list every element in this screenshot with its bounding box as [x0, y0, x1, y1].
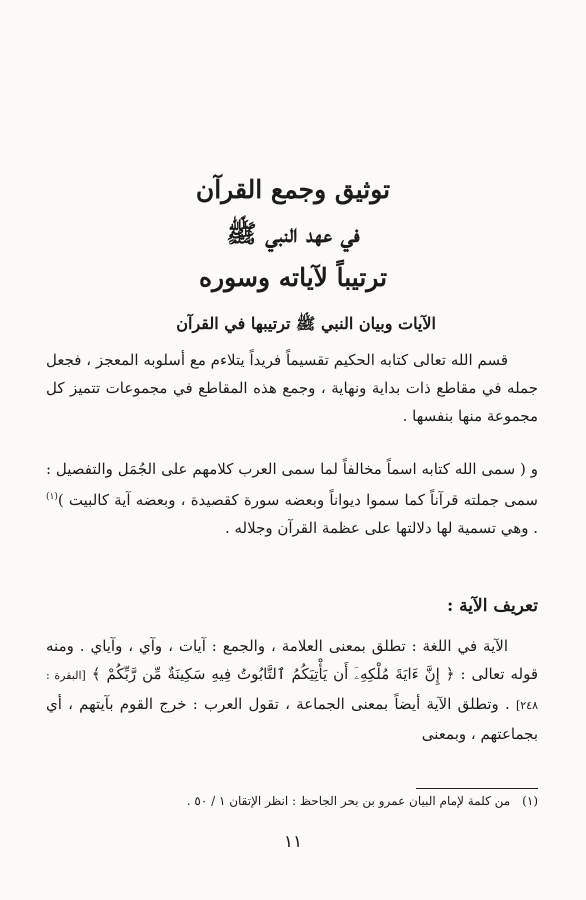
footnote-text: من كلمة لإمام البيان عمرو بن بحر الجاحظ : انظر الإتقان ١ / ٥٠ . — [186, 794, 511, 808]
footnote-number: (١) — [522, 794, 538, 808]
paragraph-3-text: الآية في اللغة : تطلق بمعنى العلامة ، والجمع : آيات ، وآي ، وآياي . ومنه قوله تعالى : ﴿ إِنَّ ءَايَةَ مُلْكِهِۦٓ أَن يَأْتِيَكُمُ ٱلتَّابُوتُ فِيهِ سَكِينَةٌ مِّن رَّبِّكُمْ ﴾ — [46, 637, 538, 683]
section-subtitle: الآيات وبيان النبي ﷺ ترتيبها في القرآن — [176, 314, 436, 333]
verse-reference: [البقرة : ٢٤٨] — [46, 669, 538, 712]
chapter-title — [60, 168, 526, 300]
paragraph-2-text: و ( سمى الله كتابه اسماً مخالفاً لما سمى العرب كلامهم على الجُمَل والتفصيل : سمى جملته قرآناً كما سموا ديواناً وبعضه سورة كقصيدة ، وبعضه آية كالبيت ) — [46, 460, 538, 509]
footnote-marker: (١) — [46, 492, 58, 502]
footnote-divider — [416, 788, 538, 789]
section-heading: تعريف الآية : — [446, 596, 538, 616]
paragraph-2-continuation: . وهي تسمية لها دلالتها على عظمة القرآن وجلاله . — [224, 519, 538, 537]
title-line-1: توثيق وجمع القرآن — [195, 175, 391, 204]
paragraph-1 — [46, 346, 538, 430]
paragraph-3 — [46, 632, 538, 748]
title-line-3: ترتيباً لآياته وسوره — [198, 263, 388, 292]
footnote — [187, 794, 538, 808]
page-number: ١١ — [283, 832, 303, 852]
paragraph-1-text: قسم الله تعالى كتابه الحكيم تقسيماً فريداً يتلاءم مع أسلوبه المعجز ، فجعل جمله في مقاطع ذات بداية ونهاية ، وجمع هذه المقاطع في مجموعات تتميز كل مجموعة منها بنفسها . — [46, 351, 538, 425]
paragraph-3-continuation: . وتطلق الآية أيضاً بمعنى الجماعة ، تقول العرب : خرج القوم بآيتهم ، أي بجماعتهم ، وبمعنى — [46, 695, 538, 743]
title-line-2: في عهد النبي ﷺ — [226, 219, 360, 248]
paragraph-2 — [46, 455, 538, 542]
